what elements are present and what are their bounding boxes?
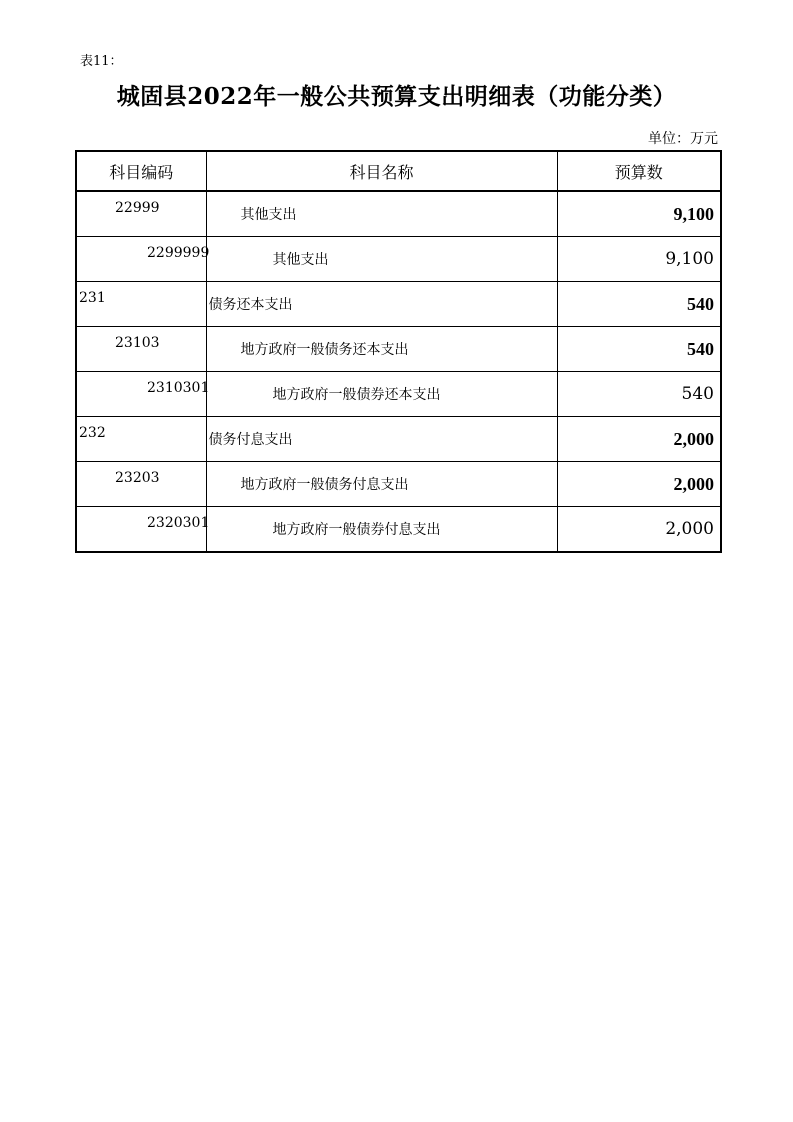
row-amount: 9,100 [557,191,721,237]
table-number: 表11： [80,54,123,69]
row-name: 其他支出 [206,237,557,282]
row-amount: 540 [557,282,721,327]
row-amount: 2,000 [557,507,721,553]
table-row [76,507,721,553]
row-amount: 2,000 [557,417,721,462]
column-header-name: 科目名称 [206,151,557,191]
table-row [76,462,721,507]
row-name: 地方政府一般债券付息支出 [206,507,557,553]
row-name: 债务付息支出 [206,417,557,462]
row-code: 23203 [76,462,206,507]
page-title: 城固县2022年一般公共预算支出明细表（功能分类） [116,83,677,110]
row-name: 地方政府一般债务还本支出 [206,327,557,372]
budget-table [75,150,722,553]
table-row [76,237,721,282]
table-header-row [76,151,721,191]
row-amount: 540 [557,372,721,417]
row-name: 债务还本支出 [206,282,557,327]
row-code: 2299999 [76,237,206,282]
row-name: 其他支出 [206,191,557,237]
column-header-amount: 预算数 [557,151,721,191]
table-row [76,191,721,237]
row-code: 232 [76,417,206,462]
row-code: 23103 [76,327,206,372]
row-name: 地方政府一般债务付息支出 [206,462,557,507]
table-row [76,417,721,462]
row-amount: 540 [557,327,721,372]
row-code: 231 [76,282,206,327]
row-code: 2320301 [76,507,206,553]
column-header-code: 科目编码 [76,151,206,191]
row-code: 22999 [76,191,206,237]
row-amount: 9,100 [557,237,721,282]
table-row [76,327,721,372]
table-row [76,282,721,327]
row-amount: 2,000 [557,462,721,507]
row-code: 2310301 [76,372,206,417]
unit-label: 单位：万元 [648,131,718,147]
row-name: 地方政府一般债券还本支出 [206,372,557,417]
table-row [76,372,721,417]
